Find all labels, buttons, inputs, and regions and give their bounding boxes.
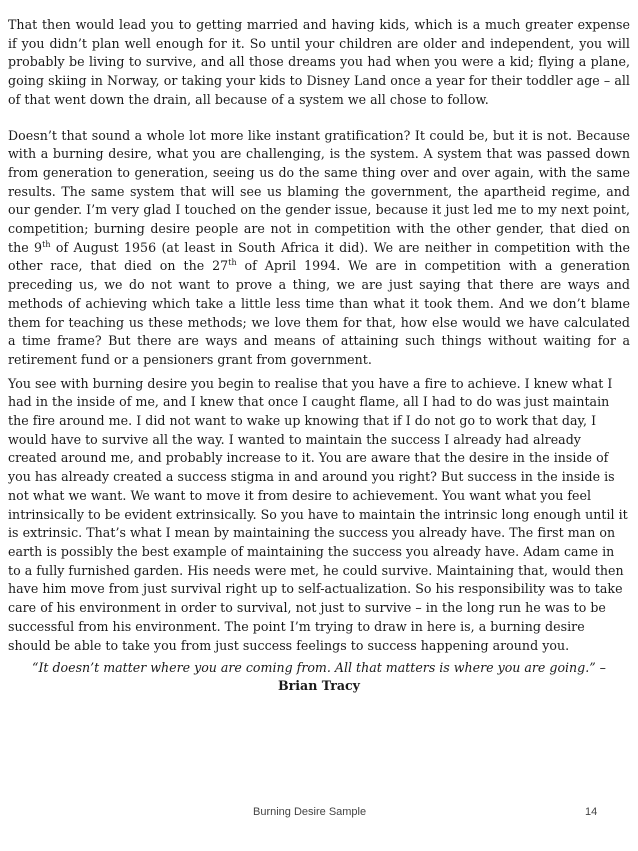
paragraph-2-part-c: of April 1994. We are in competition with a generation preceding us, we do not want to prove a thing, we are just saying that there are ways and methods of achieving which take a little less time than what it took them. And we don’t blame them for teaching us these methods; we love them for that, how else would we have calculated a time frame? But there are ways and means of attaining such things without waiting for a retirement fund or a pensioners grant from government. <box>8 258 630 367</box>
ordinal-suffix-27th: th <box>228 258 237 268</box>
page-footer <box>0 806 638 822</box>
quote-text: “It doesn’t matter where you are coming from. All that matters is where you are going.” – <box>32 660 606 676</box>
quote-author: Brian Tracy <box>277 678 360 694</box>
footer-title: Burning Desire Sample <box>253 806 367 818</box>
closing-quote <box>8 659 630 695</box>
paragraph-3: You see with burning desire you begin to realise that you have a fire to achieve. I knew what I had in the inside of me, and I knew that once I caught flame, all I had to do was just maintain the fire around me. I did not want to wake up knowing that if I do not go to work that day, I would have to survive all the way. I wanted to maintain the success I already had already created around me, and probably increase to it. You are aware that the desire in the inside of you has already created a success stigma in and around you right? But success in the inside is not what we want. We want to move it from desire to achievement. You want what you feel intrinsically to be evident extrinsically. So you have to maintain the intrinsic long enough until it is extrinsic. That’s what I mean by maintaining the success you already have. The first man on earth is possibly the best example of maintaining the success you already have. Adam came in to a fully furnished garden. His needs were met, he could survive. Maintaining that, would then have him move from just survival right up to self-actualization. So his responsibility was to take care of his environment in order to survival, not just to survive – in the long run he was to be successful from his environment. The point I’m trying to draw in here is, a burning desire should be able to take you from just success feelings to success happening around you. <box>8 375 628 653</box>
paragraph-1: That then would lead you to getting married and having kids, which is a much greater expense if you didn’t plan well enough for it. So until your children are older and independent, you will probably be living to survive, and all those dreams you had when you were a kid; flying a plane, going skiing in Norway, or taking your kids to Disney Land once a year for their toddler age – all of that went down the drain, all because of a system we all chose to follow. <box>8 17 630 107</box>
document-page <box>8 16 630 695</box>
paragraph-2-part-b: of August 1956 (at least in South Africa it did). We are neither in competition with the other race, that died on the 27 <box>8 239 630 274</box>
ordinal-suffix-9th: th <box>42 239 51 249</box>
paragraph-2-part-a: Doesn’t that sound a whole lot more like instant gratification? It could be, but it is not. Because with a burning desire, what you are challenging, is the system. A system that was passed down from generation to generation, seeing us do the same thing over and over again, with the same results. The same system that will see us blaming the government, the apartheid regime, and our gender. I’m very glad I touched on the gender issue, because it just led me to my next point, competition; burning desire people are not in competition with the other gender, that died on the 9 <box>8 127 630 255</box>
page-number: 14 <box>585 806 598 818</box>
paragraph-2 <box>8 127 630 370</box>
